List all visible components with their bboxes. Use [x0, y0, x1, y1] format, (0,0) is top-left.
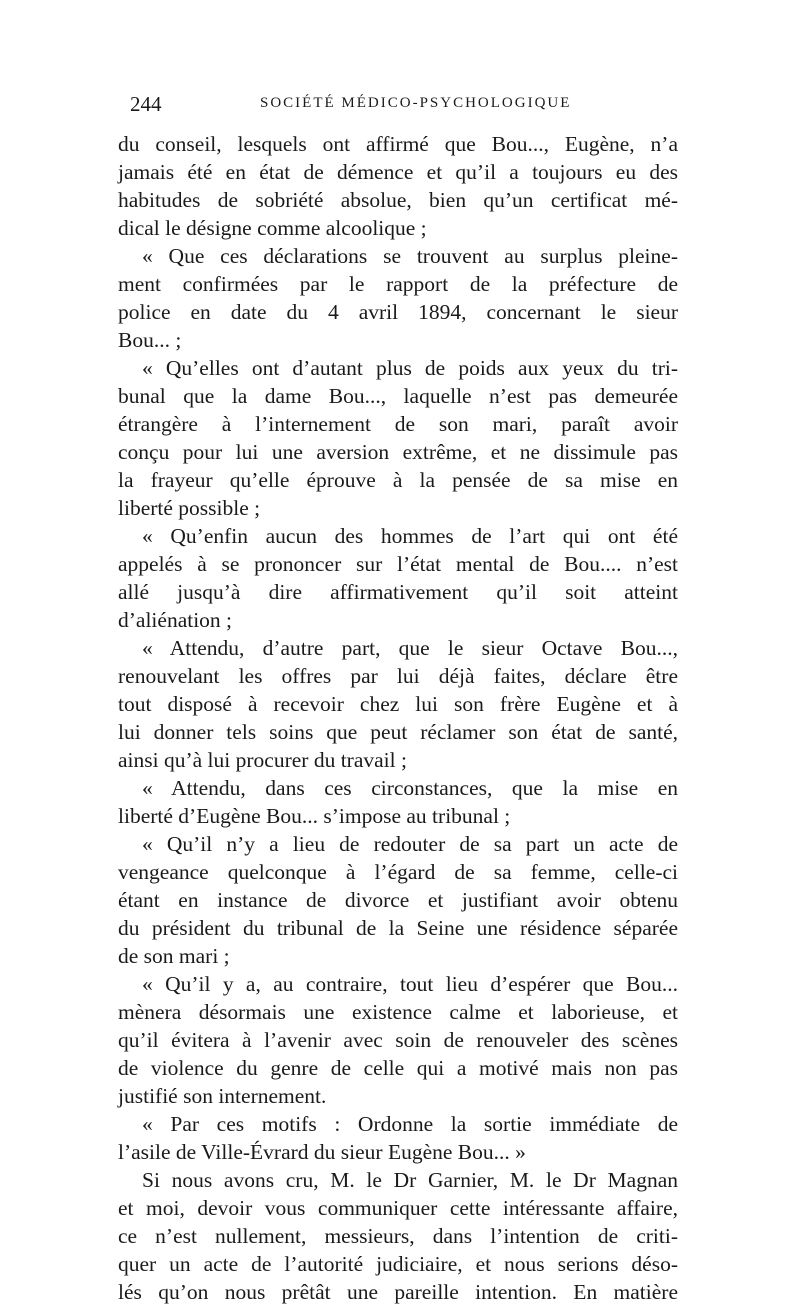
running-head	[118, 92, 678, 120]
text-line: Bou... ;	[118, 328, 182, 352]
text-line: « Que ces déclarations se trouvent au surplus pleine-	[142, 244, 678, 268]
text-line: bunal que la dame Bou..., laquelle n’est pas demeurée	[118, 384, 678, 408]
text-line: conçu pour lui une aversion extrême, et ne dissimule pas	[118, 440, 678, 464]
text-line: ce n’est nullement, messieurs, dans l’intention de criti-	[118, 1224, 678, 1248]
text-line: « Par ces motifs : Ordonne la sortie immédiate de	[142, 1112, 678, 1136]
text-line: lés qu’on nous prêtât une pareille intention. En matière	[118, 1280, 678, 1304]
body-text	[118, 130, 678, 1306]
text-line: du président du tribunal de la Seine une résidence séparée	[118, 916, 678, 940]
text-line: renouvelant les offres par lui déjà faites, déclare être	[118, 664, 678, 688]
text-line: ment confirmées par le rapport de la préfecture de	[118, 272, 678, 296]
text-line: mènera désormais une existence calme et laborieuse, et	[118, 1000, 678, 1024]
text-line: « Attendu, dans ces circonstances, que la mise en	[142, 776, 678, 800]
text-line: « Attendu, d’autre part, que le sieur Octave Bou...,	[142, 636, 678, 660]
text-line: justifié son internement.	[118, 1084, 327, 1108]
text-line: de violence du genre de celle qui a motivé mais non pas	[118, 1056, 678, 1080]
text-line: ainsi qu’à lui procurer du travail ;	[118, 748, 407, 772]
text-line: de son mari ;	[118, 944, 230, 968]
text-line: « Qu’elles ont d’autant plus de poids aux yeux du tri-	[142, 356, 678, 380]
text-line: « Qu’il y a, au contraire, tout lieu d’espérer que Bou...	[142, 972, 678, 996]
text-line: étrangère à l’internement de son mari, paraît avoir	[118, 412, 678, 436]
text-line: allé jusqu’à dire affirmativement qu’il soit atteint	[118, 580, 678, 604]
page-number: 244	[130, 92, 162, 116]
text-line: la frayeur qu’elle éprouve à la pensée de sa mise en	[118, 468, 678, 492]
text-line: tout disposé à recevoir chez lui son frère Eugène et à	[118, 692, 678, 716]
text-line: « Qu’enfin aucun des hommes de l’art qui ont été	[142, 524, 678, 548]
text-line: du conseil, lesquels ont affirmé que Bou..., Eugène, n’a	[118, 132, 678, 156]
text-line: Si nous avons cru, M. le Dr Garnier, M. le Dr Magnan	[142, 1168, 678, 1192]
running-title: SOCIÉTÉ MÉDICO-PSYCHOLOGIQUE	[260, 95, 572, 111]
text-line: lui donner tels soins que peut réclamer son état de santé,	[118, 720, 678, 744]
text-line: et moi, devoir vous communiquer cette intéressante affaire,	[118, 1196, 678, 1220]
text-line: « Qu’il n’y a lieu de redouter de sa part un acte de	[142, 832, 678, 856]
text-line: qu’il évitera à l’avenir avec soin de renouveler des scènes	[118, 1028, 678, 1052]
text-line: habitudes de sobriété absolue, bien qu’un certificat mé-	[118, 188, 678, 212]
text-line: jamais été en état de démence et qu’il a toujours eu des	[118, 160, 678, 184]
text-line: quer un acte de l’autorité judiciaire, et nous serions déso-	[118, 1252, 678, 1276]
text-line: étant en instance de divorce et justifiant avoir obtenu	[118, 888, 678, 912]
text-line: police en date du 4 avril 1894, concernant le sieur	[118, 300, 678, 324]
text-line: liberté possible ;	[118, 496, 261, 520]
text-line: l’asile de Ville-Évrard du sieur Eugène Bou... »	[118, 1140, 526, 1164]
text-line: vengeance quelconque à l’égard de sa femme, celle-ci	[118, 860, 678, 884]
book-page	[118, 92, 678, 1306]
text-line: liberté d’Eugène Bou... s’impose au tribunal ;	[118, 804, 511, 828]
text-line: d’aliénation ;	[118, 608, 233, 632]
text-line: appelés à se prononcer sur l’état mental de Bou.... n’est	[118, 552, 678, 576]
text-line: dical le désigne comme alcoolique ;	[118, 216, 427, 240]
